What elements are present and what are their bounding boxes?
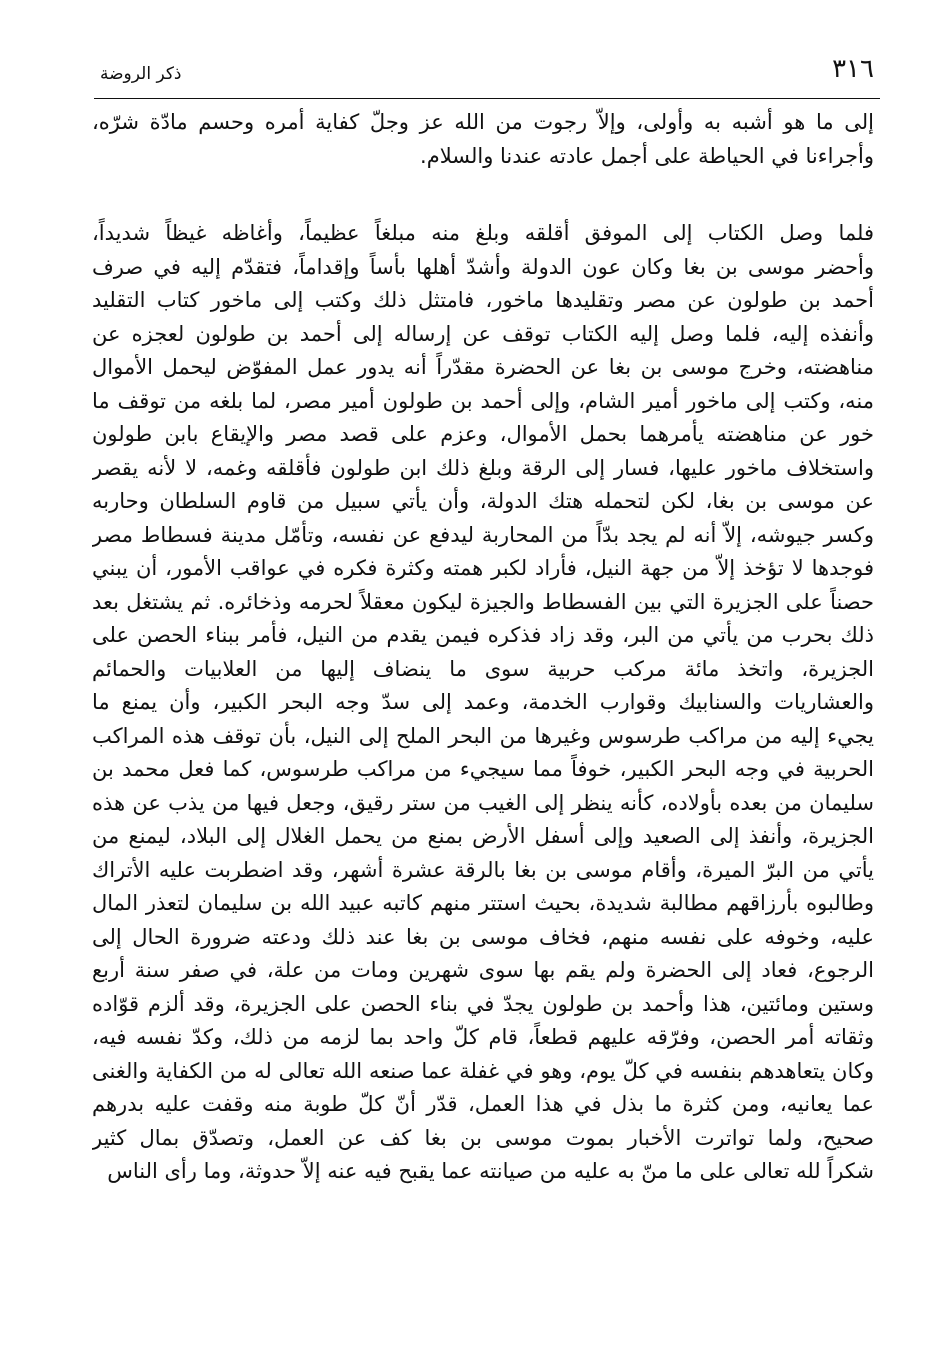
text-line: سليمان من بعده بأولاده، كأنه ينظر إلى الغيب من ستر رقيق، وجعل فيها من يذب عن هذه [92, 790, 874, 815]
text-line: إلى ما هو أشبه به وأولى، وإلاّ رجوت من الله عز وجلّ كفاية أمره وحسم مادّة شرّه، [92, 110, 874, 134]
text-line: عن موسى بن بغا، لكن لتحمله هتك الدولة، وأن يأتي سبيل من قاوم السلطان وحاربه [92, 489, 874, 513]
text-line: وثقاته أمر الحصن، وفرّقه عليهم قطعاً، قام كلّ واحد بما لزمه من ذلك، وكدّ نفسه فيه، [92, 1025, 874, 1049]
text-line: الجزيرة، وأنفذ إلى الصعيد وإلى أسفل الأرض بمنع من يحمل الغلال إلى البلاد، ليمنع من [92, 824, 874, 848]
text-line: عما يعانيه، ومن كثرة ما بذل في هذا العمل، قدّر أنّ كلّ طوبة منه وقفت عليه بدرهم [92, 1092, 874, 1116]
page-header [94, 52, 880, 99]
text-line: وأنفذه إليه، فلما وصل إليه الكتاب توقف عن إرساله إلى أحمد بن طولون لعجزه عن [92, 321, 874, 346]
text-line: وأحضر موسى بن بغا وكان عون الدولة وأشدّ أهلها بأساً وإقداماً، فتقدّم إليه في صرف [92, 254, 874, 279]
paragraph [92, 217, 874, 1189]
text-line: والعشاريات والسنابيك وقوارب الخدمة، وعمد إلى سدّ وجه البحر الكبير، وأن يمنع ما [92, 690, 874, 714]
body-text [92, 106, 874, 1189]
text-line: وستين ومائتين، هذا وأحمد بن طولون يجدّ في بناء الحصن على الجزيرة، وقد ألزم قوّاده [92, 991, 874, 1016]
text-line: شكراً لله تعالى على ما منّ به عليه من صيانته عما يقبح فيه عنه إلاّ حدوثة، وما رأى الناس [107, 1159, 874, 1183]
running-title: ذكر الروضة [100, 64, 182, 84]
text-line: وطالبوه بأرزاقهم مطالبة شديدة، بحيث استتر منهم كاتبه عبيد الله بن سليمان لتعذر المال [92, 891, 874, 915]
text-line: واستخلاف ماخور عليها، فسار إلى الرقة وبلغ ذلك ابن طولون فأقلقه وغمه، لا لأنه يقصر [92, 455, 874, 480]
text-line: مناهضته، وخرج موسى بن بغا عن الحضرة مقدّراً أنه يدور عمل المفوّض ليحمل الأموال [92, 355, 874, 379]
text-line: منه، وكتب إلى ماخور أمير الشام، وإلى أحمد بن طولون أمير مصر، لما بلغه من توقف ما [92, 388, 874, 413]
text-line: الرجوع، فعاد إلى الحضرة ولم يقم بها سوى شهرين ومات من علة، في صفر سنة أربع [92, 958, 874, 982]
paragraph-gap [92, 173, 874, 217]
text-line: وأجراءنا في الحياطة على أجمل عادته عندنا والسلام. [420, 143, 874, 168]
text-line: فلما وصل الكتاب إلى الموفق أقلقه وبلغ منه مبلغاً عظيماً، وأغاظه غيظاً شديداً، [92, 221, 874, 245]
text-line: خور عن مناهضته يأمرهما بحمل الأموال، وعزم على قصد مصر والإيقاع بابن طولون [92, 422, 874, 446]
text-line: أحمد بن طولون عن مصر وتقليدها ماخور، فامتثل ذلك وكتب إلى ماخور كتاب التقليد [92, 288, 874, 312]
text-line: ذلك بحرب من يأتي من البر، وقد زاد فذكره فيمن يقدم من النيل، فأمر ببناء الحصن على [92, 623, 874, 647]
text-line: يجيء إليه من مراكب طرسوس وغيرها من البحر الملح إلى النيل، بأن توقف هذه المراكب [92, 723, 874, 748]
paragraph [92, 106, 874, 173]
text-line: حصناً على الجزيرة التي بين الفسطاط والجيزة ليكون معقلاً لحرمه وذخائره. ثم يشتغل بعد [92, 589, 874, 614]
text-line: وكسر جيوشه، إلاّ أنه لم يجد بدّاً من المحاربة ليدفع عن نفسه، وتأمّل مدينة فسطاط مصر [92, 522, 874, 547]
text-line: الجزيرة، واتخذ مائة مركب حربية سوى ما ينضاف إليها من العلابيات والحمائم [92, 656, 874, 681]
text-line: الحربية في وجه البحر الكبير، خوفاً مما سيجيء من مراكب طرسوس، كما فعل محمد بن [92, 757, 874, 781]
page-number: ٣١٦ [832, 54, 874, 84]
text-line: صحيح، ولما تواترت الأخبار بموت موسى بن بغا كف عن العمل، وتصدّق بمال كثير [92, 1125, 874, 1150]
text-line: عليه، وخوفه على نفسه منهم، فخاف موسى بن بغا عند ذلك ودعته ضرورة الحال إلى [92, 924, 874, 949]
text-line: وكان يتعاهدهم بنفسه في كلّ يوم، وهو في غفلة عما صنعه الله تعالى له من الكفاية والغنى [92, 1058, 874, 1083]
text-line: يأتي من البرّ الميرة، وأقام موسى بن بغا بالرقة عشرة أشهر، وقد اضطربت عليه الأتراك [92, 857, 874, 882]
text-line: فوجدها لا تؤخذ إلاّ من جهة النيل، فأراد لكبر همته وكثرة فكره في عواقب الأمور، أن يبني [92, 556, 874, 580]
